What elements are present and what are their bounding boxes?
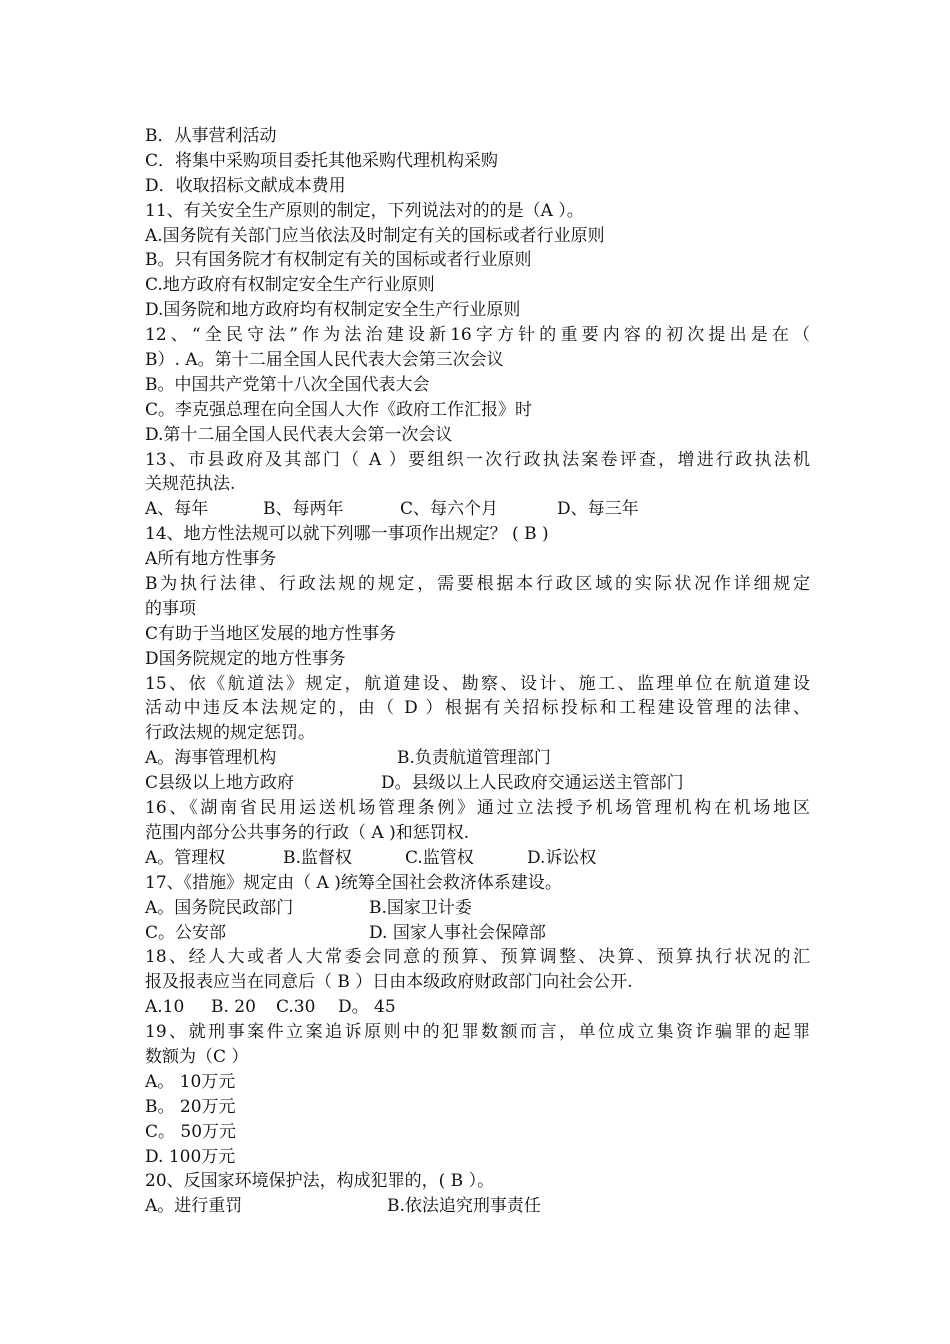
question-14: 14、地方性法规可以就下列哪一事项作出规定？ ( B )	[145, 524, 549, 545]
option-line: A。 10万元	[145, 1071, 236, 1092]
options-row-18	[145, 995, 810, 1020]
options-row-15a	[145, 746, 810, 771]
question-20: 20、反国家环境保护法，构成犯罪的，( B ）。	[145, 1171, 495, 1192]
question-15: 15、依《航道法》规定，航道建设、勘察、设计、施工、监理单位在航道建设	[145, 673, 810, 694]
question-15-cont: 行政法规的规定惩罚。	[145, 723, 315, 744]
option-line: D. 100万元	[145, 1146, 236, 1167]
option-b: B、每两年	[263, 499, 344, 520]
options-row-17a	[145, 896, 810, 921]
options-row-20	[145, 1194, 810, 1219]
option-line: D国务院规定的地方性事务	[145, 648, 346, 669]
option-a: A。管理权	[145, 847, 226, 868]
option-line: B。中国共产党第十八次全国代表大会	[145, 374, 430, 395]
option-c: C县级以上地方政府	[145, 773, 295, 794]
options-row-15b	[145, 771, 810, 796]
question-12: 12、“全民守法”作为法治建设新16字方针的重要内容的初次提出是在（	[145, 325, 810, 346]
option-line: C．将集中采购项目委托其他采购代理机构采购	[145, 150, 499, 171]
options-row-13	[145, 497, 810, 522]
option-line-cont: 的事项	[145, 598, 196, 619]
option-line: B．从事营利活动	[145, 126, 277, 146]
options-row-17b	[145, 921, 810, 946]
question-19: 19、就刑事案件立案追诉原则中的犯罪数额而言，单位成立集资诈骗罪的起罪	[145, 1022, 810, 1043]
option-c: C.监管权	[405, 847, 474, 868]
question-13: 13、市县政府及其部门（ A ）要组织一次行政执法案卷评查，增进行政执法机	[145, 449, 810, 470]
option-line: C。 50万元	[145, 1121, 237, 1142]
document-body	[145, 124, 810, 1219]
option-b: B. 20	[211, 997, 256, 1018]
option-line: A.国务院有关部门应当依法及时制定有关的国标或者行业原则	[145, 225, 605, 246]
question-16: 16、《湖南省民用运送机场管理条例》通过立法授予机场管理机构在机场地区	[145, 798, 810, 819]
option-d: D. 国家人事社会保障部	[369, 922, 546, 943]
option-line: B。只有国务院才有权制定有关的国标或者行业原则	[145, 250, 532, 271]
option-d: D.诉讼权	[527, 847, 597, 868]
question-11: 11、有关安全生产原则的制定，下列说法对的的是（A ）。	[145, 200, 584, 221]
option-line: C.地方政府有权制定安全生产行业原则	[145, 275, 435, 296]
question-19-cont: 数额为（C ）	[145, 1046, 249, 1067]
option-b: B.负责航道管理部门	[397, 748, 551, 769]
options-row-16	[145, 846, 810, 871]
option-a: A.10	[145, 997, 185, 1018]
option-c: C、每六个月	[400, 499, 499, 520]
option-c: C.30	[276, 997, 316, 1018]
question-12-cont: B）. A。第十二届全国人民代表大会第三次会议	[145, 350, 504, 371]
option-b: B.依法追究刑事责任	[387, 1196, 541, 1217]
option-line: D.国务院和地方政府均有权制定安全生产行业原则	[145, 300, 521, 321]
question-18: 18、经人大或者人大常委会同意的预算、预算调整、决算、预算执行状况的汇	[145, 947, 810, 968]
option-b: B.国家卫计委	[369, 897, 472, 918]
option-line: C。李克强总理在向全国人大作《政府工作汇报》时	[145, 399, 533, 420]
option-d: D。县级以上人民政府交通运送主管部门	[381, 773, 684, 794]
option-line: B为执行法律、行政法规的规定，需要根据本行政区域的实际状况作详细规定	[145, 574, 810, 595]
option-a: A。进行重罚	[145, 1196, 243, 1217]
question-17: 17、《措施》规定由（ A )统筹全国社会救济体系建设。	[145, 872, 562, 893]
option-a: A。国务院民政部门	[145, 897, 294, 918]
option-line: D.第十二届全国人民代表大会第一次会议	[145, 424, 453, 445]
option-d: D。 45	[338, 997, 396, 1018]
option-a: A。海事管理机构	[145, 748, 277, 769]
option-line: D．收取招标文献成本费用	[145, 175, 346, 196]
question-13-cont: 关规范执法.	[145, 474, 236, 495]
option-line: B。 20万元	[145, 1096, 236, 1117]
option-b: B.监督权	[283, 847, 352, 868]
option-line: C有助于当地区发展的地方性事务	[145, 623, 397, 644]
option-a: A、每年	[145, 499, 209, 520]
question-16-cont: 范围内部分公共事务的行政（ A )和惩罚权.	[145, 822, 470, 843]
option-d: D、每三年	[557, 499, 639, 520]
question-18-cont: 报及报表应当在同意后（ B ）日由本级政府财政部门向社会公开.	[145, 972, 633, 993]
option-c: C。公安部	[145, 922, 227, 943]
option-line: A所有地方性事务	[145, 549, 277, 570]
question-15-cont: 活动中违反本法规定的，由（ D ）根据有关招标投标和工程建设管理的法律、	[145, 698, 810, 719]
